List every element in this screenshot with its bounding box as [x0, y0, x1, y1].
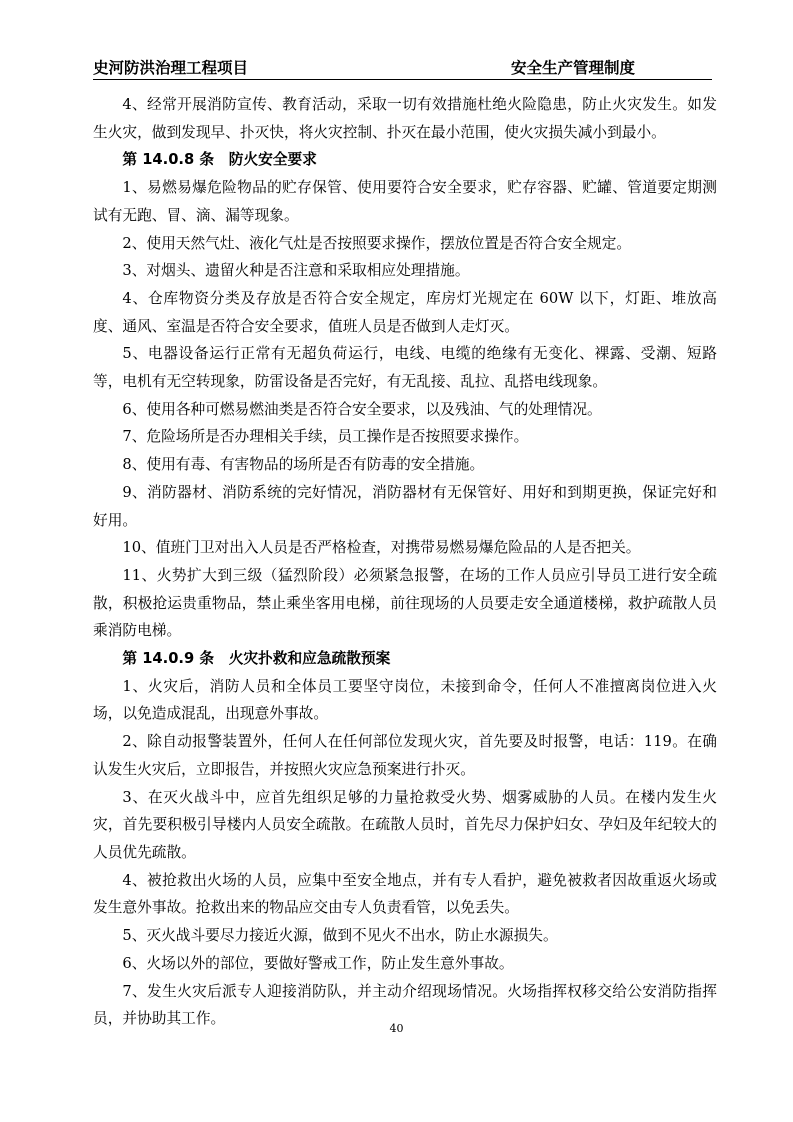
paragraph: 6、使用各种可燃易燃油类是否符合安全要求，以及残油、气的处理情况。 [122, 400, 602, 418]
paragraph: 2、除自动报警装置外，任何人在任何部位发现火灾，首先要及时报警，电话：119。在确认发生火灾后，立即报告，并按照火灾应急预案进行扑灭。 [93, 733, 717, 778]
paragraph: 9、消防器材、消防系统的完好情况，消防器材有无保管好、用好和到期更换，保证完好和好用。 [93, 483, 717, 529]
paragraph: 4、被抢救出火场的人员，应集中至安全地点，并有专人看护，避免被救者因故重返火场或发生意外事故。抢救出来的物品应交由专人负责看管，以免丢失。 [93, 871, 717, 917]
document-body [93, 91, 717, 1033]
paragraph: 5、电器设备运行正常有无超负荷运行，电线、电缆的绝缘有无变化、裸露、受潮、短路等，电机有无空转现象，防雷设备是否完好，有无乱接、乱拉、乱搭电线现象。 [93, 345, 717, 391]
header-divider [93, 79, 712, 80]
project-title: 史河防洪治理工程项目 [93, 59, 249, 77]
page-number: 40 [389, 1022, 404, 1035]
paragraph: 5、灭火战斗要尽力接近火源，做到不见火不出水，防止水源损失。 [122, 927, 558, 945]
paragraph: 2、使用天然气灶、液化气灶是否按照要求操作，摆放位置是否符合安全规定。 [122, 234, 632, 252]
paragraph: 1、易燃易爆危险物品的贮存保管、使用要符合安全要求，贮存容器、贮罐、管道要定期测试有无跑、冒、滴、漏等现象。 [93, 179, 717, 224]
paragraph: 4、仓库物资分类及存放是否符合安全规定，库房灯光规定在 60W 以下，灯距、堆放高度、通风、室温是否符合安全要求，值班人员是否做到人走灯灭。 [93, 289, 717, 335]
document-title: 安全生产管理制度 [511, 59, 636, 77]
section-heading: 第 14.0.9 条 火灾扑救和应急疏散预案 [122, 650, 391, 668]
paragraph: 7、危险场所是否办理相关手续，员工操作是否按照要求操作。 [122, 428, 529, 446]
paragraph: 6、火场以外的部位，要做好警戒工作，防止发生意外事故。 [122, 954, 514, 972]
paragraph: 3、对烟头、遗留火种是否注意和采取相应处理措施。 [122, 262, 470, 280]
paragraph: 1、火灾后，消防人员和全体员工要坚守岗位，未接到命令，任何人不准擅离岗位进入火场，以免造成混乱，出现意外事故。 [93, 677, 717, 723]
paragraph: 3、在灭火战斗中，应首先组织足够的力量抢救受火势、烟雾威胁的人员。在楼内发生火灾，首先要积极引导楼内人员安全疏散。在疏散人员时，首先尽力保护妇女、孕妇及年纪较大的人员优先疏散。 [93, 788, 717, 861]
page-header [93, 56, 712, 80]
paragraph: 10、值班门卫对出入人员是否严格检查，对携带易燃易爆危险品的人是否把关。 [122, 539, 641, 557]
paragraph: 7、发生火灾后派专人迎接消防队，并主动介绍现场情况。火场指挥权移交给公安消防指挥员，并协助其工作。 [93, 982, 717, 1028]
paragraph: 11、火势扩大到三级（猛烈阶段）必须紧急报警，在场的工作人员应引导员工进行安全疏散，积极抢运贵重物品，禁止乘坐客用电梯，前往现场的人员要走安全通道楼梯，救护疏散人员乘消防电梯。 [93, 566, 717, 640]
paragraph: 8、使用有毒、有害物品的场所是否有防毒的安全措施。 [122, 456, 485, 474]
paragraph: 4、经常开展消防宣传、教育活动，采取一切有效措施杜绝火险隐患，防止火灾发生。如发生火灾，做到发现早、扑灭快，将火灾控制、扑灭在最小范围，使火灾损失减小到最小。 [93, 96, 717, 141]
section-heading: 第 14.0.8 条 防火安全要求 [122, 151, 317, 169]
